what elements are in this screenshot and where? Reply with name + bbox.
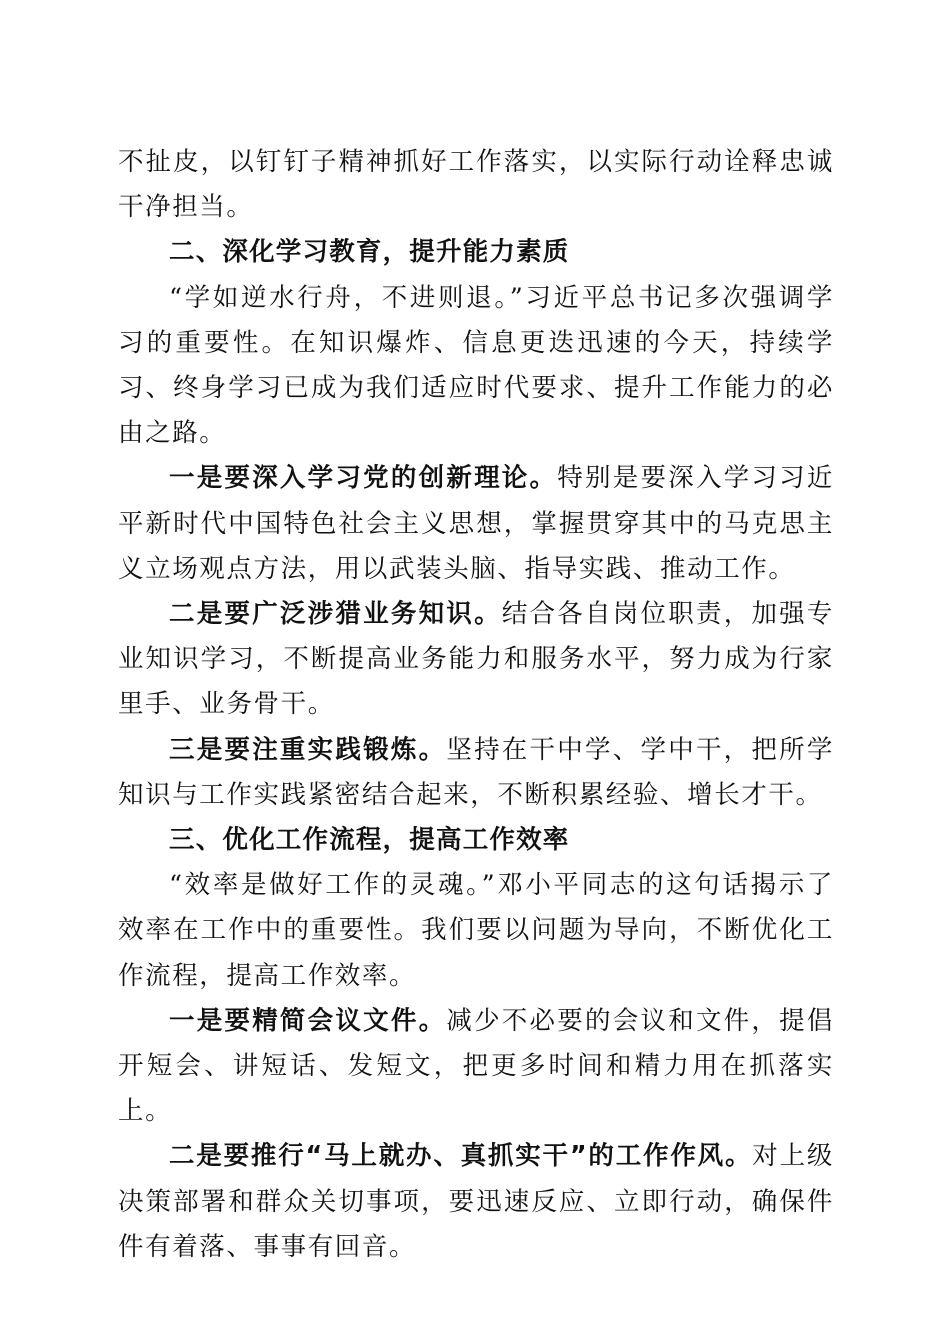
lead-phrase: 一是要深入学习党的创新理论。 [169,463,558,494]
lead-phrase: 三是要注重实践锻炼。 [169,734,447,765]
paragraph-text: 结合各自岗位职责，加强专业知识学习，不断提高业务能力和服务水平，努力成为行家里手、业务骨干。 [118,599,835,720]
paragraph-efficiency-point-2 [118,1134,834,1270]
lead-phrase: 一是要精简会议文件。 [169,1005,447,1036]
section-heading-3: 三、优化工作流程，提高工作效率 [169,825,570,856]
paragraph-study-quote: “学如逆水行舟，不进则退。”习近平总书记多次强调学习的重要性。在知识爆炸、信息更迭迅速的今天，持续学习、终身学习已成为我们适应时代要求、提升工作能力的必由之路。 [118,282,834,449]
lead-phrase: 二是要广泛涉猎业务知识。 [169,599,502,630]
paragraph-continuation: 不扯皮，以钉钉子精神抓好工作落实，以实际行动诠释忠诚干净担当。 [118,147,834,223]
paragraph-efficiency-quote: “效率是做好工作的灵魂。”邓小平同志的这句话揭示了效率在工作中的重要性。我们要以问题为导向，不断优化工作流程，提高工作效率。 [118,870,834,991]
paragraph-study-point-2 [118,592,834,728]
paragraph-study-point-1 [118,456,834,592]
document-body [118,140,834,1270]
paragraph-text: 对上级决策部署和群众关切事项，要迅速反应、立即行动，确保件件有着落、事事有回音。 [118,1141,834,1262]
paragraph-text: 特别是要深入学习习近平新时代中国特色社会主义思想，掌握贯穿其中的马克思主义立场观点方法，用以武装头脑、指导实践、推动工作。 [118,463,834,584]
lead-phrase: 二是要推行“马上就办、真抓实干”的工作作风。 [169,1141,753,1172]
paragraph-study-point-3 [118,728,834,818]
paragraph-text: 减少不必要的会议和文件，提倡开短会、讲短话、发短文，把更多时间和精力用在抓落实上。 [118,1005,834,1127]
section-heading-2: 二、深化学习教育，提升能力素质 [169,237,570,268]
paragraph-text: 坚持在干中学、学中干，把所学知识与工作实践紧密结合起来，不断积累经验、增长才干。 [118,734,834,810]
paragraph-efficiency-point-1 [118,999,834,1135]
